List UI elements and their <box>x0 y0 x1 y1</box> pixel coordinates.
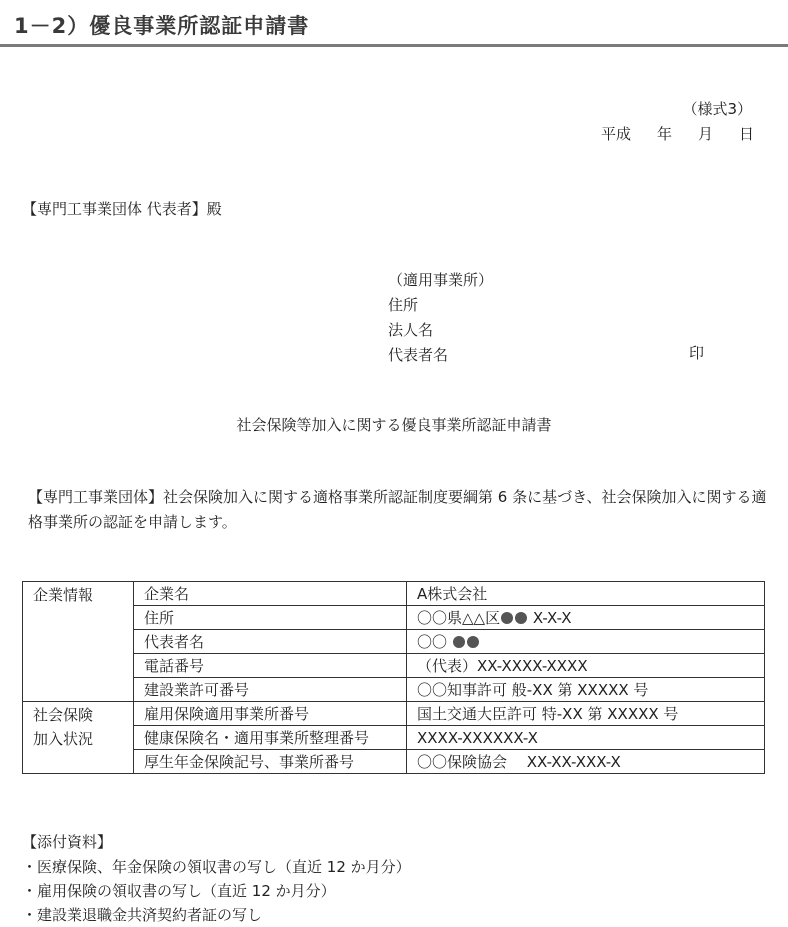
field-label: 建設業許可番号 <box>134 678 407 702</box>
attachments-heading: 【添付資料】 <box>22 833 113 851</box>
applicant-heading: （適用事業所） <box>388 271 494 289</box>
field-label: 健康保険名・適用事業所整理番号 <box>134 726 407 750</box>
body-text: 【専門工事業団体】社会保険加入に関する適格事業所認証制度要綱第 6 条に基づき、社会保険加入に関する適格事業所の認証を申請します。 <box>28 488 767 531</box>
addressee: 【専門工事業団体 代表者】殿 <box>22 200 222 218</box>
redaction-dot-icon <box>515 612 527 624</box>
field-value: （代表）XX-XXXX-XXXX <box>407 654 765 678</box>
attachments-list <box>22 855 411 927</box>
table-row <box>23 750 765 774</box>
field-label: 雇用保険適用事業所番号 <box>134 702 407 726</box>
date-month: 月 <box>697 125 713 143</box>
redaction-dot-icon <box>453 636 465 648</box>
category-line: 社会保険 <box>33 706 94 724</box>
table-row <box>23 726 765 750</box>
applicant-address-label: 住所 <box>388 296 419 314</box>
field-label: 代表者名 <box>134 630 407 654</box>
list-item: ・医療保険、年金保険の領収書の写し（直近 12 か月分） <box>22 858 411 876</box>
table-row <box>23 582 765 606</box>
applicant-block <box>388 268 493 368</box>
date-year: 年 <box>656 125 672 143</box>
field-label: 住所 <box>134 606 407 630</box>
list-item: ・建設業退職金共済契約者証の写し <box>22 906 263 924</box>
field-value: XXXX-XXXXXX-X <box>407 726 765 750</box>
field-label: 厚生年金保険記号、事業所番号 <box>134 750 407 774</box>
field-label: 企業名 <box>134 582 407 606</box>
document-title: 社会保険等加入に関する優良事業所認証申請書 <box>236 416 552 434</box>
address-suffix: X-X-X <box>528 609 572 627</box>
table-row <box>23 678 765 702</box>
seal-mark: 印 <box>689 344 705 362</box>
date-era: 平成 <box>600 125 631 143</box>
table-row <box>23 630 765 654</box>
address-prefix: 〇〇県△△区 <box>417 609 501 627</box>
field-value: A株式会社 <box>407 582 765 606</box>
field-label: 電話番号 <box>134 654 407 678</box>
representative-prefix: 〇〇 <box>417 633 452 651</box>
field-value <box>407 630 765 654</box>
applicant-corporation-label: 法人名 <box>388 321 434 339</box>
applicant-representative-label: 代表者名 <box>388 346 449 364</box>
heading-rule <box>0 44 788 47</box>
table-row <box>23 702 765 726</box>
field-value: 〇〇知事許可 般-XX 第 XXXXX 号 <box>407 678 765 702</box>
form-number: （様式3） <box>682 100 752 118</box>
category-company-info: 企業情報 <box>23 582 134 702</box>
category-social-insurance <box>23 702 134 774</box>
section-heading: 1－2）優良事業所認証申請書 <box>14 14 310 38</box>
table-row <box>23 606 765 630</box>
company-info-table <box>22 581 765 774</box>
field-value <box>407 606 765 630</box>
table-row <box>23 654 765 678</box>
date-line <box>601 123 754 144</box>
date-day: 日 <box>738 125 754 143</box>
field-value: 〇〇保険協会 XX-XX-XXX-X <box>407 750 765 774</box>
redaction-dot-icon <box>467 636 479 648</box>
redaction-dot-icon <box>501 612 513 624</box>
list-item: ・雇用保険の領収書の写し（直近 12 か月分） <box>22 882 336 900</box>
field-value: 国土交通大臣許可 特-XX 第 XXXXX 号 <box>407 702 765 726</box>
category-line: 加入状況 <box>33 730 94 748</box>
